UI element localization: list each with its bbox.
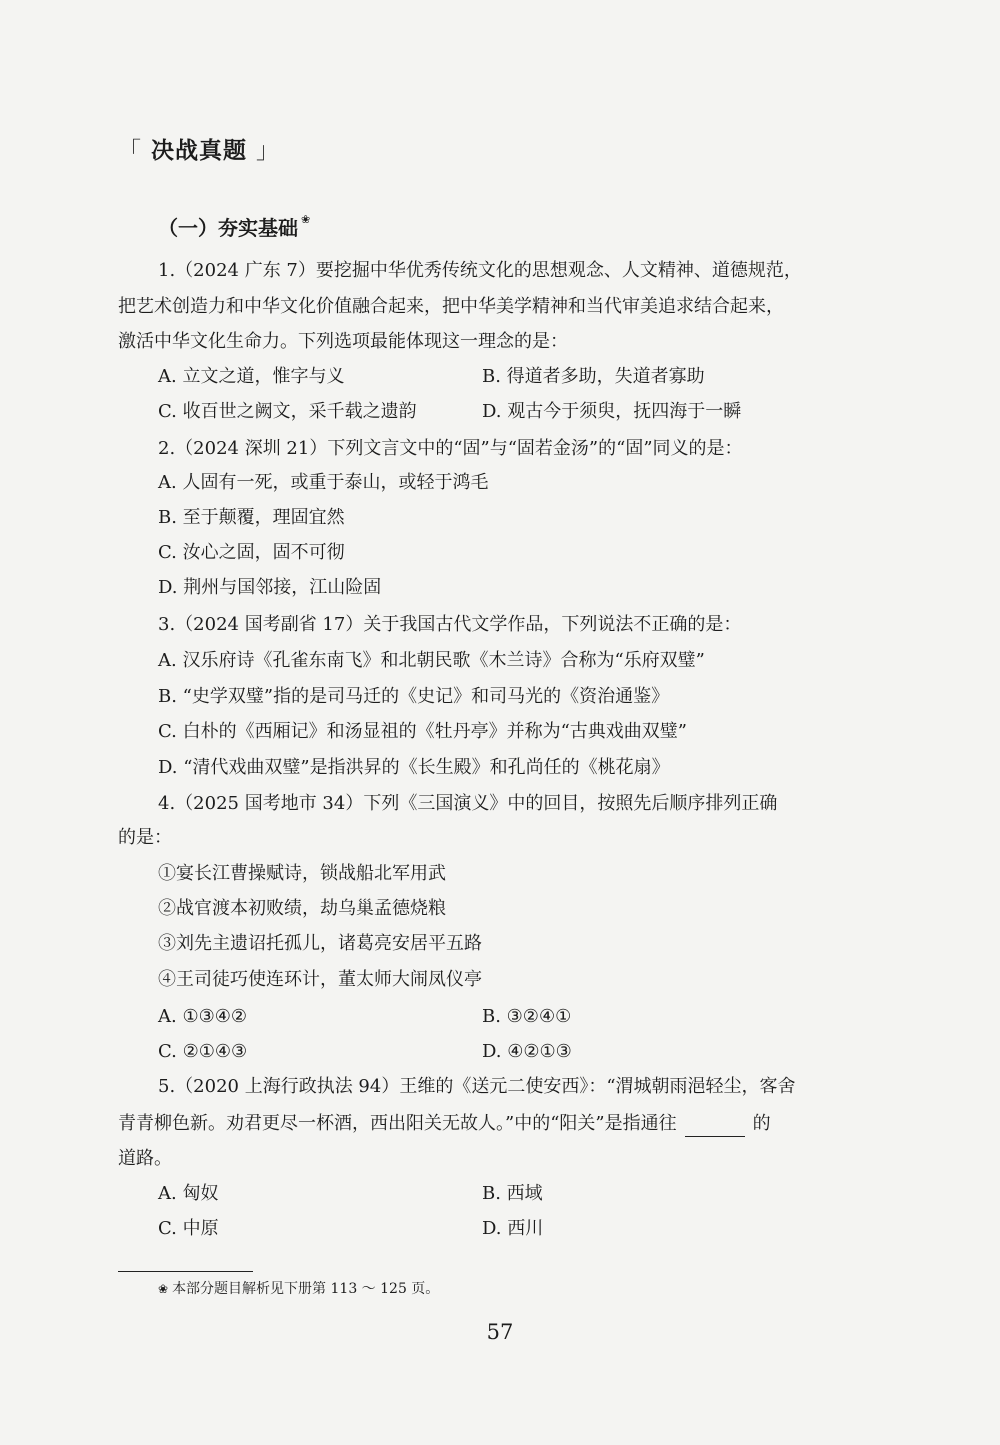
question-2-option-b[interactable]: B. 至于颠覆，理固宜然 [158, 507, 345, 528]
question-2-option-a[interactable]: A. 人固有一死，或重于泰山，或轻于鸿毛 [158, 472, 489, 493]
question-2-stem: 2.（2024 深圳 21）下列文言文中的“固”与“固若金汤”的“固”同义的是： [158, 438, 743, 459]
question-4-option-c[interactable]: C. ②①④③ [158, 1041, 248, 1062]
question-5-stem-cont: 道路。 [118, 1148, 172, 1169]
question-1-option-d[interactable]: D. 观古今于须臾，抚四海于一瞬 [482, 401, 742, 422]
question-4-item-1: ①宴长江曹操赋诗，锁战船北军用武 [158, 863, 446, 884]
question-4-item-4: ④王司徒巧使连环计，董太师大闹凤仪亭 [158, 969, 482, 990]
question-1-stem: 1.（2024 广东 7）要挖掘中华优秀传统文化的思想观念、人文精神、道德规范， [158, 260, 802, 281]
question-1-stem-cont: 激活中华文化生命力。下列选项最能体现这一理念的是： [118, 331, 568, 352]
question-4-item-2: ②战官渡本初败绩，劫乌巢孟德烧粮 [158, 898, 446, 919]
question-2-option-d[interactable]: D. 荆州与国邻接，江山险固 [158, 577, 382, 598]
page-number: 57 [486, 1320, 514, 1344]
flower-mark-icon: ❀ [301, 213, 311, 226]
question-4-option-d[interactable]: D. ④②①③ [482, 1041, 572, 1062]
question-3-option-b[interactable]: B. “史学双璧”指的是司马迁的《史记》和司马光的《资治通鉴》 [158, 686, 670, 707]
question-3-option-a[interactable]: A. 汉乐府诗《孔雀东南飞》和北朝民歌《木兰诗》合称为“乐府双璧” [158, 650, 705, 671]
question-1-option-b[interactable]: B. 得道者多助，失道者寡助 [482, 366, 705, 387]
question-5-option-a[interactable]: A. 匈奴 [158, 1183, 219, 1204]
question-5-stem-cont: 青青柳色新。劝君更尽一杯酒，西出阳关无故人。”中的“阳关”是指通往 的 [118, 1111, 771, 1137]
question-3-stem: 3.（2024 国考副省 17）关于我国古代文学作品，下列说法不正确的是： [158, 614, 742, 635]
question-3-option-c[interactable]: C. 白朴的《西厢记》和汤显祖的《牡丹亭》并称为“古典戏曲双璧” [158, 721, 687, 742]
question-1-stem-cont: 把艺术创造力和中华文化价值融合起来，把中华美学精神和当代审美追求结合起来， [118, 296, 784, 317]
question-4-stem: 4.（2025 国考地市 34）下列《三国演义》中的回目，按照先后顺序排列正确 [158, 793, 778, 814]
section-title: 「 决战真题 」 [118, 138, 281, 164]
question-4-stem-cont: 的是： [118, 827, 172, 848]
question-2-option-c[interactable]: C. 汝心之固，固不可彻 [158, 542, 345, 563]
question-4-item-3: ③刘先主遗诏托孤儿，诸葛亮安居平五路 [158, 933, 482, 954]
sub-title: （一）夯实基础 ❀ [158, 213, 311, 240]
question-5-stem: 5.（2020 上海行政执法 94）王维的《送元二使安西》：“渭城朝雨浥轻尘，客舍 [158, 1076, 796, 1097]
question-1-option-c[interactable]: C. 收百世之阙文，采千载之遗韵 [158, 401, 417, 422]
flower-mark-icon: ❀ [158, 1282, 169, 1296]
question-5-option-c[interactable]: C. 中原 [158, 1218, 219, 1239]
question-3-option-d[interactable]: D. “清代戏曲双璧”是指洪昇的《长生殿》和孔尚任的《桃花扇》 [158, 757, 670, 778]
question-4-option-b[interactable]: B. ③②④① [482, 1006, 572, 1027]
question-5-option-d[interactable]: D. 西川 [482, 1218, 544, 1239]
question-4-option-a[interactable]: A. ①③④② [158, 1006, 247, 1027]
footnote-divider [118, 1271, 253, 1272]
footnote: ❀ 本部分题目解析见下册第 113 ～ 125 页。 [158, 1281, 440, 1297]
question-1-option-a[interactable]: A. 立文之道，惟字与义 [158, 366, 345, 387]
answer-blank [685, 1118, 745, 1137]
question-5-option-b[interactable]: B. 西域 [482, 1183, 543, 1204]
